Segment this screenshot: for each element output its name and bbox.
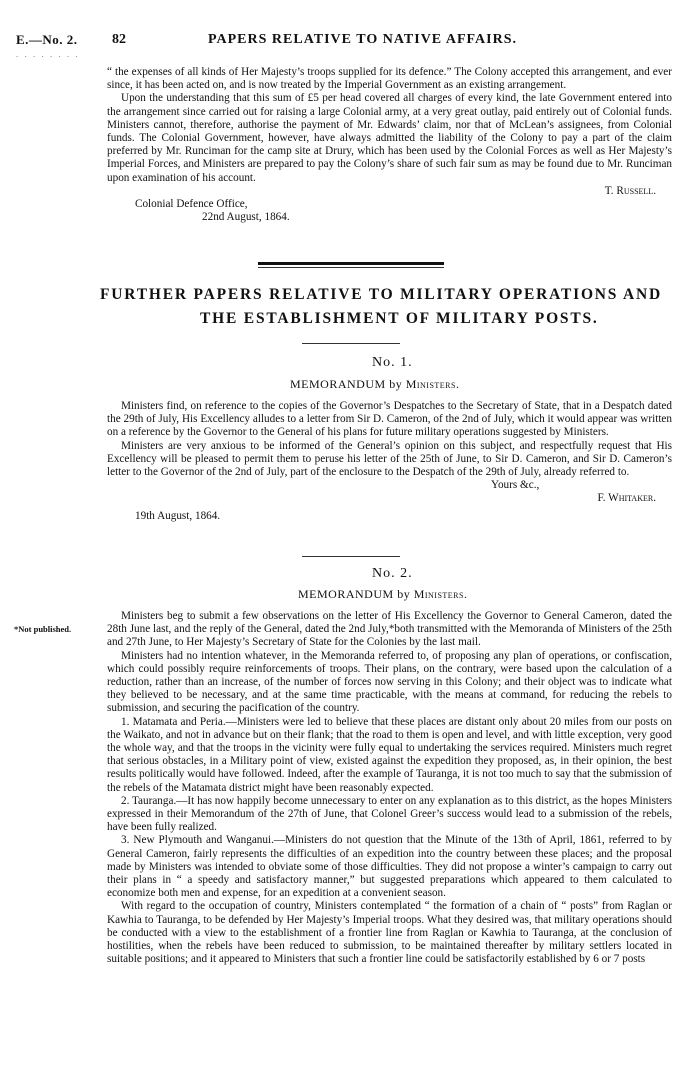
no2-number: No. 2.: [372, 566, 413, 581]
no2-heading-ministers: Ministers.: [413, 587, 468, 601]
no1-signature: F. Whitaker.: [597, 492, 656, 505]
no2-paragraph-6: With regard to the occupation of country, Ministers contemplated “ the formation of a chain of “ posts” from Raglan or Kawhia to Tauranga, to be defended by Her Majesty’s Imperial troops. What they desired was, that military operations should be conducted with a view to the establishment of a frontier line from Raglan or Kawhia to Tauranga, at the conclusion of hostilities, when the rebels have been reduced to submission, to be maintained thereafter by military settlers located in suitable positions; and it appeared to Ministers that such a frontier line could be satisfactorily established by 6 or 7 posts: [107, 900, 672, 966]
intro-signature: T. Russell.: [604, 184, 656, 197]
no1-date: 19th August, 1864.: [135, 509, 221, 522]
no1-number: No. 1.: [372, 355, 413, 370]
no1-paragraph-1: Ministers find, on reference to the copies of the Governor’s Despatches to the Secretary of State, that in a Despatch dated the 29th of July, His Excellency alludes to a letter from Sir D. Cameron, of the 2nd of July, which it would appear was written on a reference by the Governor to the General of his plans for future military operations suggested by Ministers.: [107, 400, 672, 439]
title-underline: [302, 343, 400, 344]
no2-paragraph-3: 1. Matamata and Peria.—Ministers were led to believe that these places are distant only about 20 miles from our posts on the Waikato, and not in advance but on their flank; that the road to them is open and level, and with little exception, very good the whole way, and that the troops in the vicinity were fully equal to undertaking the services required. Ministers much regret that serious obstacles, in a Military point of view, existed against the expedition they proposed, as, in their opinion, the best results politically would have followed. Indeed, after the example of Tauranga, it is not too much to say that the submission of the rebels of the Matamata district might have been reasonably expected.: [107, 715, 672, 794]
no1-paragraph-2: Ministers are very anxious to be informed of the General’s opinion on this subject, and respectfully request that His Excellency will be pleased to permit them to peruse his letter of the 25th of June, to Sir D. Cameron, and Sir D. Cameron’s letter to the Governor of the 2nd of July, part of the enclosure to the Despatch of the 29th of July, already referred to.: [107, 439, 672, 479]
running-title: PAPERS RELATIVE TO NATIVE AFFAIRS.: [208, 32, 517, 47]
no2-heading: [298, 587, 467, 602]
intro-paragraph-2: Upon the understanding that this sum of £5 per head covered all charges of every kind, the late Government entered into the arrangement since carried out for raising a large Colonial army, at a very great outlay, paid entirely out of Colonial funds. Ministers cannot, therefore, authorise the payment of Mr. Edwards’ claim, nor that of McLean’s assignees, from Colonial funds. The Colonial Government, however, have always admitted the liability of the Colony to pay a part of the claim preferred by Mr. Runciman for the camp site at Drury, which has been used by the Colonial Forces as well as Her Majesty’s Imperial Forces, and Ministers are prepared to pay the Colony’s share of such fair sum as may be found due to Mr. Runciman upon examination of his account.: [107, 92, 672, 184]
section-divider: [258, 262, 444, 265]
main-title: [100, 283, 680, 331]
page-header: [16, 32, 680, 59]
intro-date: 22nd August, 1864.: [202, 211, 290, 224]
page-number: 82: [112, 32, 126, 47]
header-dots: . . . . . . . .: [16, 49, 80, 59]
no1-heading-ministers: Ministers.: [405, 377, 460, 391]
intro-section: [107, 66, 672, 224]
section-divider-thin: [258, 267, 444, 268]
no2-heading-by: by: [397, 587, 411, 601]
no1-heading-main: MEMORANDUM: [290, 377, 386, 391]
no2-paragraph-2: Ministers had no intention whatever, in the Memoranda referred to, of proposing any plan of operations, or confiscation, which could possibly require reinforcements of troops. Their plans, on the contrary, were based upon the calculation of a reduction, rather than an increase, of the number of forces now serving in this Colony; and their object was to indicate what they believed to be necessary, and at the same time practicable, with the means at command, for reducing the rebels to submission, and securing the pacification of the country.: [107, 649, 672, 715]
no1-closing: Yours &c.,: [491, 479, 540, 492]
intro-office: Colonial Defence Office,: [135, 198, 248, 211]
intro-paragraph-1: “ the expenses of all kinds of Her Majesty’s troops supplied for its defence.” The Colony accepted this arrangement, and ever since, it has been acted on, and is now treated by the Imperial Government as an existing arrangement.: [107, 66, 672, 92]
no2-body: [107, 610, 672, 966]
no1-body: [107, 400, 672, 523]
no2-paragraph-5: 3. New Plymouth and Wanganui.—Ministers do not question that the Minute of the 13th of April, 1861, referred to by General Cameron, fairly represents the difficulties of an expedition into the country between these places; and the proposal made by Ministers was intended to obviate some of those difficulties. They did not propose a winter’s campaign to carry out their plans in “ a speedy and satisfactory manner,” but suggested preparations which appeared to them calculated to economize both men and expense, for an expedition at a convenient season.: [107, 834, 672, 900]
no1-heading: [290, 377, 459, 392]
document-reference: E.—No. 2.: [16, 32, 78, 47]
no1-divider: [302, 556, 400, 557]
main-title-line-2: THE ESTABLISHMENT OF MILITARY POSTS.: [200, 310, 599, 327]
no2-paragraph-1: Ministers beg to submit a few observations on the letter of His Excellency the Governor to General Cameron, dated the 28th June last, and the reply of the General, dated the 2nd July,*both transmitted with the Memoranda of Ministers of the 25th and 27th June, to Her Majesty’s Secretary of State for the Colonies by the last mail.: [107, 610, 672, 649]
no2-paragraph-4: 2. Tauranga.—It has now happily become unnecessary to enter on any explanation as to this district, as the hopes Ministers expressed in their Memorandum of the 27th of June, that Colonel Greer’s success would lead to a submission of the rebels, have been fully realized.: [107, 794, 672, 834]
margin-note: *Not published.: [14, 624, 72, 634]
no2-heading-main: MEMORANDUM: [298, 587, 394, 601]
no1-heading-by: by: [389, 377, 403, 391]
main-title-line-1: FURTHER PAPERS RELATIVE TO MILITARY OPERATIONS AND: [100, 286, 663, 303]
